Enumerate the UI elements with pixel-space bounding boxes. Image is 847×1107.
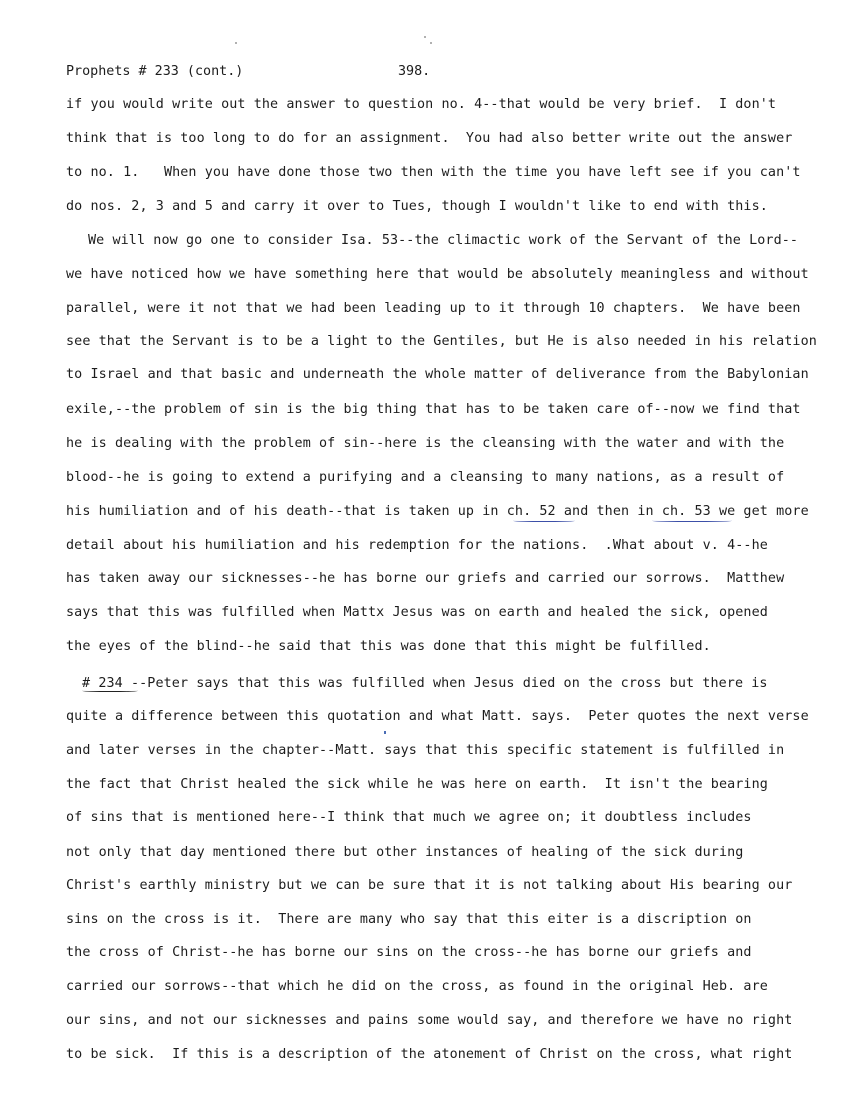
text-line: he is dealing with the problem of sin--here is the cleansing with the water and with the bbox=[66, 436, 785, 451]
text-line: has taken away our sicknesses--he has borne our griefs and carried our sorrows. Matthew bbox=[66, 571, 785, 586]
text-line: do nos. 2, 3 and 5 and carry it over to Tues, though I wouldn't like to end with this. bbox=[66, 199, 768, 214]
text-line: see that the Servant is to be a light to the Gentiles, but He is also needed in his relation bbox=[66, 334, 817, 349]
text-line: parallel, were it not that we had been leading up to it through 10 chapters. We have been bbox=[66, 301, 801, 316]
text-line: to no. 1. When you have done those two then with the time you have left see if you can't bbox=[66, 165, 801, 180]
text-line: carried our sorrows--that which he did on the cross, as found in the original Heb. are bbox=[66, 979, 768, 994]
text-line: his humiliation and of his death--that is taken up in ch. 52 and then in ch. 53 we get more bbox=[66, 504, 809, 519]
text-line: # 234 --Peter says that this was fulfilled when Jesus died on the cross but there is bbox=[82, 676, 768, 691]
text-line: We will now go one to consider Isa. 53--the climactic work of the Servant of the Lord-- bbox=[88, 233, 799, 248]
speck bbox=[430, 42, 432, 44]
text-line: quite a difference between this quotation and what Matt. says. Peter quotes the next verse bbox=[66, 709, 809, 724]
ink-underline-ch52 bbox=[513, 519, 575, 522]
text-line: sins on the cross is it. There are many who say that this eiter is a discription on bbox=[66, 912, 752, 927]
text-line: our sins, and not our sicknesses and pains some would say, and therefore we have no right bbox=[66, 1013, 793, 1028]
text-line: not only that day mentioned there but other instances of healing of the sick during bbox=[66, 845, 744, 860]
header-title: Prophets # 233 (cont.) bbox=[66, 64, 244, 79]
text-line: if you would write out the answer to question no. 4--that would be very brief. I don't bbox=[66, 97, 777, 112]
speck bbox=[424, 36, 426, 38]
text-line: of sins that is mentioned here--I think that much we agree on; it doubtless includes bbox=[66, 810, 752, 825]
text-line: to Israel and that basic and underneath the whole matter of deliverance from the Babylonian bbox=[66, 367, 809, 382]
text-line: detail about his humiliation and his redemption for the nations. .What about v. 4--he bbox=[66, 538, 768, 553]
text-line: Christ's earthly ministry but we can be sure that it is not talking about His bearing our bbox=[66, 878, 793, 893]
text-line: the eyes of the blind--he said that this was done that this might be fulfilled. bbox=[66, 639, 711, 654]
text-line: to be sick. If this is a description of the atonement of Christ on the cross, what right bbox=[66, 1047, 793, 1062]
text-line: think that is too long to do for an assignment. You had also better write out the answer bbox=[66, 131, 793, 146]
text-line: blood--he is going to extend a purifying and a cleansing to many nations, as a result of bbox=[66, 470, 785, 485]
text-line: says that this was fulfilled when Mattx Jesus was on earth and healed the sick, opened bbox=[66, 605, 768, 620]
text-line: the fact that Christ healed the sick while he was here on earth. It isn't the bearing bbox=[66, 777, 768, 792]
ink-underline-ch53 bbox=[652, 519, 732, 522]
text-line: and later verses in the chapter--Matt. says that this specific statement is fulfilled in bbox=[66, 743, 785, 758]
text-line: exile,--the problem of sin is the big thing that has to be taken care of--now we find that bbox=[66, 402, 801, 417]
text-line: we have noticed how we have something here that would be absolutely meaningless and without bbox=[66, 267, 809, 282]
page-number: 398. bbox=[398, 64, 431, 79]
text-line: the cross of Christ--he has borne our sins on the cross--he has borne our griefs and bbox=[66, 945, 752, 960]
ink-underline-234 bbox=[82, 689, 138, 692]
ink-mark bbox=[384, 731, 386, 734]
speck bbox=[235, 42, 237, 44]
